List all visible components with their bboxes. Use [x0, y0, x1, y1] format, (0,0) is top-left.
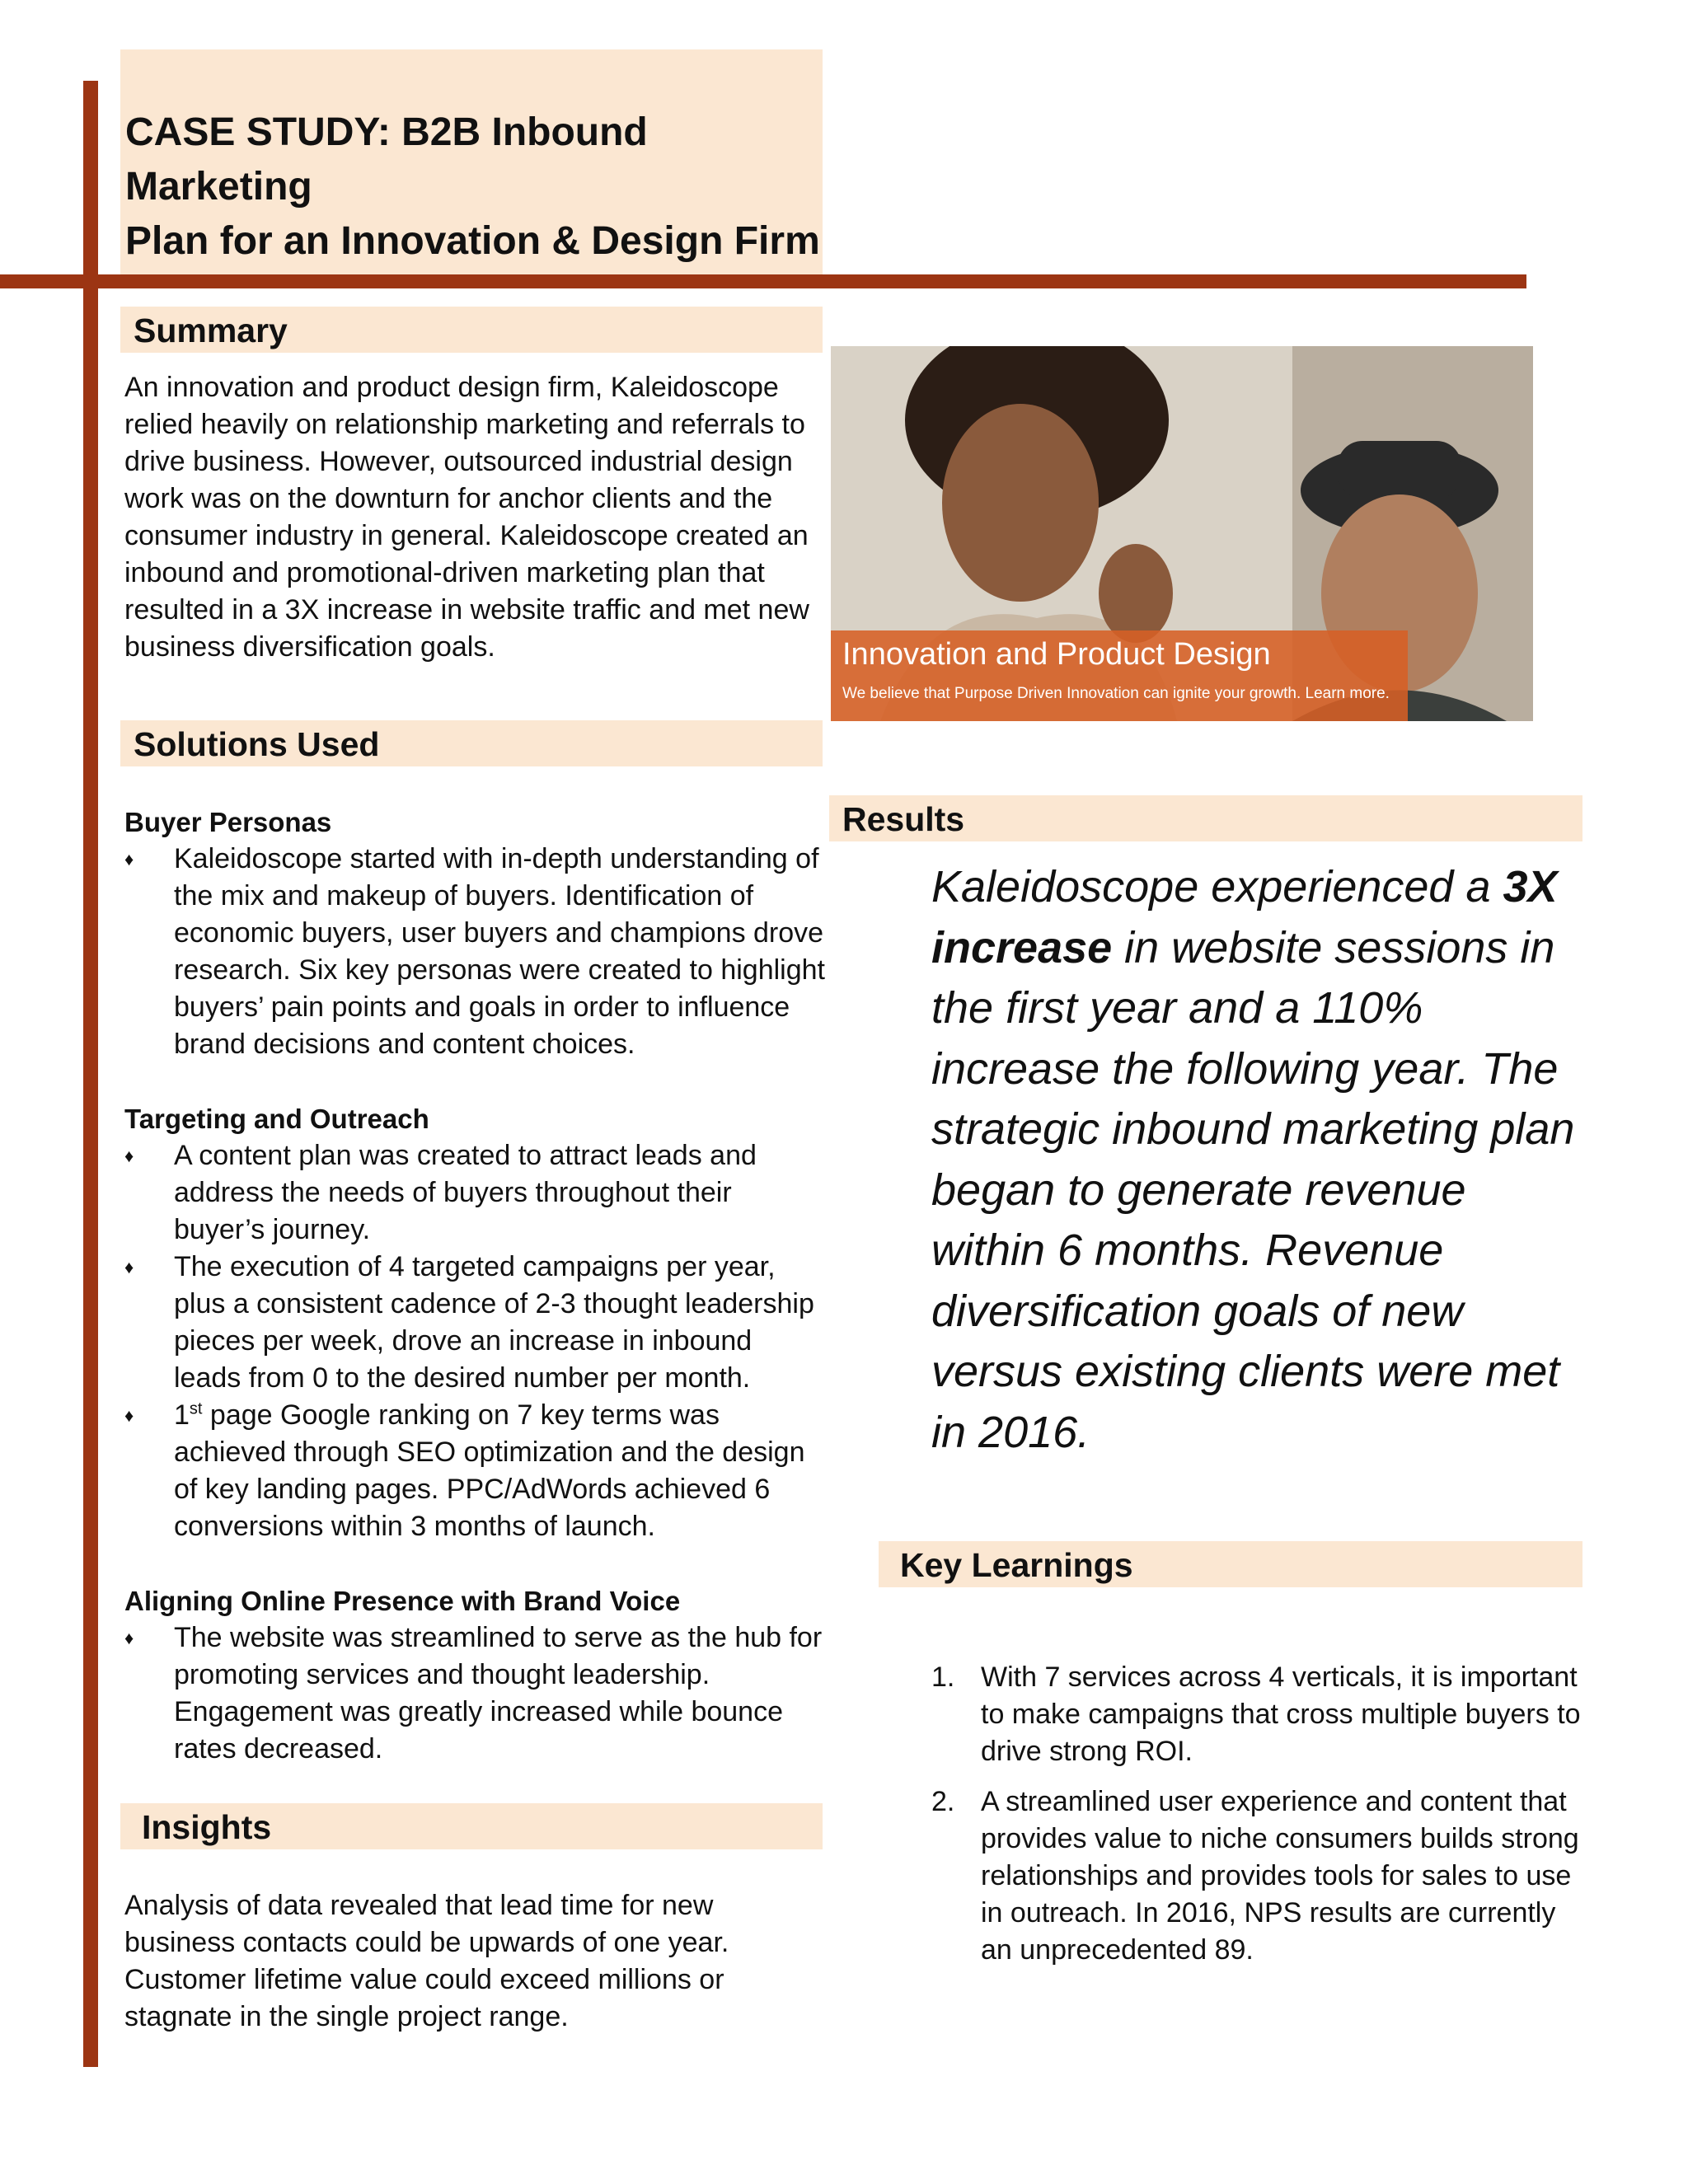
key-learnings-list — [931, 1659, 1582, 1969]
list-item: ♦ A content plan was created to attract leads and address the needs of buyers throughout their buyer’s journey. — [124, 1137, 825, 1249]
insights-text: Analysis of data revealed that lead time for new business contacts could be upwards of one year. Customer lifetime value could exceed millions or stagnate in the single project range. — [124, 1890, 729, 2032]
solutions-content — [124, 804, 825, 1768]
list-item: ♦ The execution of 4 targeted campaigns per year, plus a consistent cadence of 2-3 thought leadership pieces per week, drove an increase in inbound leads from 0 to the desired number per month. — [124, 1249, 825, 1397]
diamond-bullet-icon: ♦ — [124, 849, 134, 869]
results-highlight: 3X increase — [931, 862, 1558, 972]
list-item: 2. A streamlined user experience and content that provides value to niche consumers builds strong relationships and provides tools for sales to use in outreach. In 2016, NPS results are currently an unprecedented 89. — [931, 1786, 1579, 1966]
key-learnings-content — [931, 1659, 1582, 1982]
summary-heading: Summary — [120, 307, 823, 353]
list-item: 1. With 7 services across 4 verticals, it is important to make campaigns that cross multiple buyers to drive strong ROI. — [931, 1661, 1581, 1767]
brand-voice-heading: Aligning Online Presence with Brand Voice — [124, 1586, 681, 1616]
insights-heading: Insights — [120, 1803, 823, 1849]
banner-title: Innovation and Product Design — [842, 637, 1271, 672]
results-heading: Results — [829, 795, 1582, 841]
diamond-bullet-icon: ♦ — [124, 1257, 134, 1277]
list-item: ♦ The website was streamlined to serve as the hub for promoting services and thought leadership. Engagement was greatly increased while bounce rates decreased. — [124, 1619, 825, 1768]
list-item: ♦ 1st page Google ranking on 7 key terms was achieved through SEO optimization and the design of key landing pages. PPC/AdWords achieved 6 conversions within 3 months of launch. — [124, 1397, 825, 1545]
results-text: Kaleidoscope experienced a 3X increase in website sessions in the first year and a 110% increase the following year. The strategic inbound marketing plan began to generate revenue within 6 months. Revenue diversification goals of new versus existing clients were met in 2016. — [931, 862, 1575, 1457]
list-item: ♦ Kaleidoscope started with in-depth understanding of the mix and makeup of buyers. Identification of economic buyers, user buyers and champions drove research. Six key personas were created to highlight buyers’ pain points and goals in order to influence brand decisions and content choices. — [124, 841, 825, 1063]
summary-text: An innovation and product design firm, Kaleidoscope relied heavily on relationship marketing and referrals to drive business. However, outsourced industrial design work was on the downturn for anchor clients and the consumer industry in general. Kaleidoscope created an inbound and promotional-driven marketing plan that resulted in a 3X increase in website traffic and met new business diversification goals. — [124, 372, 809, 663]
diamond-bullet-icon: ♦ — [124, 1405, 134, 1426]
horizontal-accent-bar — [0, 274, 1526, 288]
hero-photo — [831, 346, 1533, 721]
buyer-personas-heading: Buyer Personas — [124, 807, 332, 837]
vertical-accent-bar — [83, 81, 98, 2067]
page-title-line-2: Plan for an Innovation & Design Firm — [125, 219, 820, 263]
solutions-heading: Solutions Used — [120, 720, 823, 766]
diamond-bullet-icon: ♦ — [124, 1146, 134, 1166]
page-title — [125, 105, 834, 269]
brand-voice-list — [124, 1619, 825, 1768]
targeting-heading: Targeting and Outreach — [124, 1104, 429, 1134]
targeting-list — [124, 1137, 825, 1545]
buyer-personas-list — [124, 841, 825, 1063]
key-learnings-heading: Key Learnings — [879, 1541, 1582, 1587]
page-title-line-1: CASE STUDY: B2B Inbound Marketing — [125, 110, 648, 209]
photo-banner — [831, 630, 1408, 721]
banner-subtitle: We believe that Purpose Driven Innovation can ignite your growth. Learn more. — [842, 685, 1390, 702]
diamond-bullet-icon: ♦ — [124, 1628, 134, 1648]
